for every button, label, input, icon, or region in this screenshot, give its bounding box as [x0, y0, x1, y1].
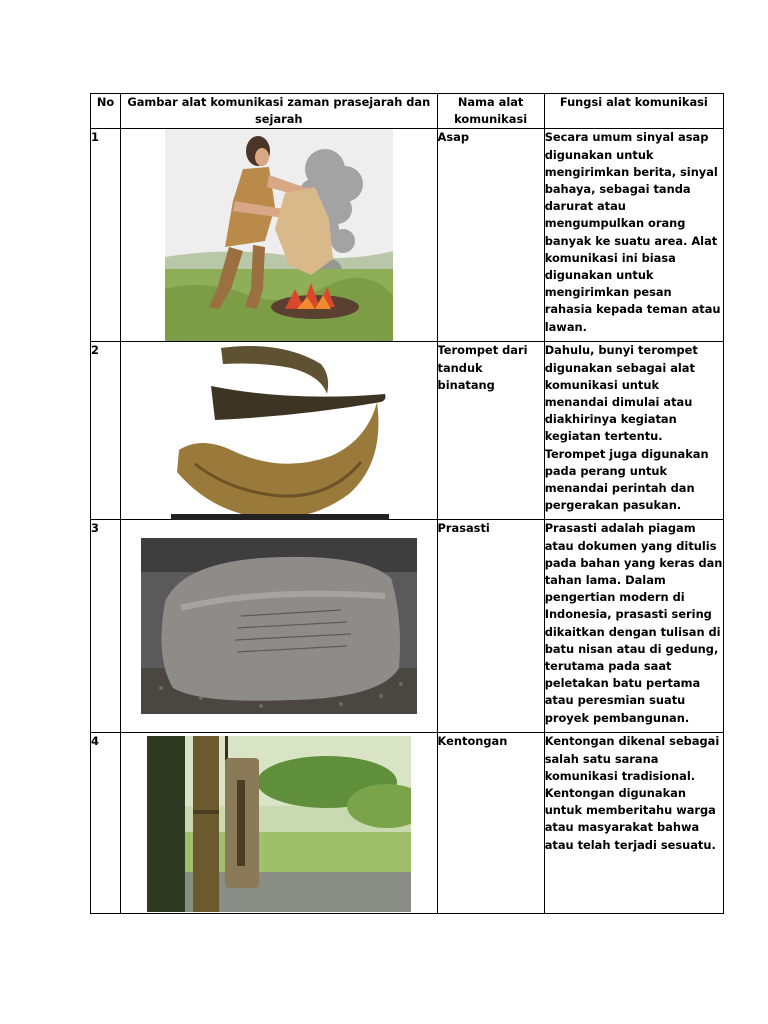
table-row: [91, 342, 724, 520]
row-image-cell: [121, 342, 438, 520]
header-no: No: [91, 94, 121, 129]
row-image-cell: [121, 733, 438, 914]
row-function: Kentongan dikenal sebagai salah satu sarana komunikasi tradisional. Kentongan digunakan untuk memberitahu warga atau masyarakat bahwa atau telah terjadi sesuatu.: [544, 733, 723, 914]
row-name: Asap: [437, 129, 544, 342]
inscription-stone-photo: [141, 538, 417, 714]
table-row: [91, 733, 724, 914]
row-number: 4: [91, 733, 121, 914]
smoke-signal-illustration: [165, 129, 393, 341]
row-image-cell: [121, 520, 438, 733]
row-function: Prasasti adalah piagam atau dokumen yang ditulis pada bahan yang keras dan tahan lama. Dalam pengertian modern di Indonesia, prasasti sering dikaitkan dengan tulisan di batu nisan atau di gedung, terutama pada saat peletakan batu pertama atau peresmian suatu proyek pembangunan.: [544, 520, 723, 733]
row-image-cell: [121, 129, 438, 342]
row-number: 2: [91, 342, 121, 520]
communication-tools-table: [90, 93, 724, 914]
table-row: [91, 520, 724, 733]
row-number: 3: [91, 520, 121, 733]
kentongan-bamboo-photo: [147, 736, 411, 912]
table-header-row: [91, 94, 724, 129]
row-name: Prasasti: [437, 520, 544, 733]
header-function: Fungsi alat komunikasi: [544, 94, 723, 129]
header-name: Nama alat komunikasi: [437, 94, 544, 129]
row-function: Secara umum sinyal asap digunakan untuk mengirimkan berita, sinyal bahaya, sebagai tanda darurat atau mengumpulkan orang banyak ke suatu area. Alat komunikasi ini biasa digunakan untuk mengirimkan pesan rahasia kepada teman atau lawan.: [544, 129, 723, 342]
row-number: 1: [91, 129, 121, 342]
row-name: Terompet dari tanduk binatang: [437, 342, 544, 520]
animal-horn-trumpets-photo: [171, 342, 389, 520]
table-row: [91, 129, 724, 342]
row-function: Dahulu, bunyi terompet digunakan sebagai alat komunikasi untuk menandai dimulai atau diakhirinya kegiatan kegiatan tertentu. Terompet juga digunakan pada perang untuk menandai perintah dan pergerakan pasukan.: [544, 342, 723, 520]
header-image: Gambar alat komunikasi zaman prasejarah dan sejarah: [121, 94, 438, 129]
row-name: Kentongan: [437, 733, 544, 914]
